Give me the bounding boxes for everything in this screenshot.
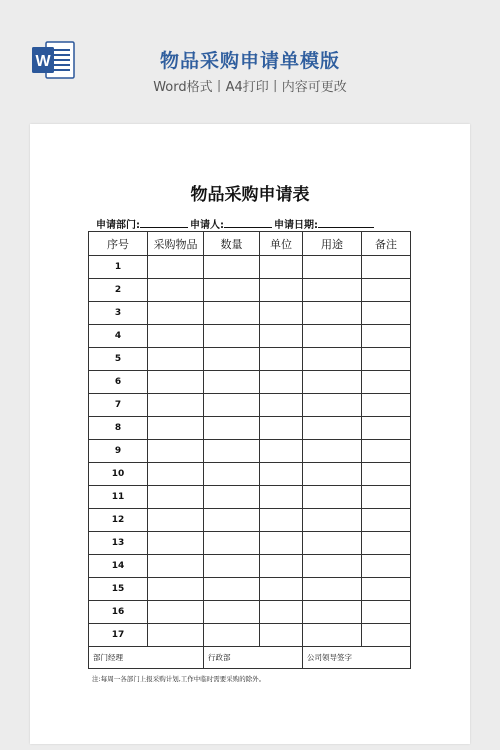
- table-cell[interactable]: [303, 486, 362, 509]
- table-cell[interactable]: [303, 509, 362, 532]
- row-number: 12: [89, 509, 148, 532]
- table-row: [89, 325, 411, 348]
- table-cell[interactable]: [362, 509, 411, 532]
- table-cell[interactable]: [148, 624, 204, 647]
- table-cell[interactable]: [260, 555, 303, 578]
- table-cell[interactable]: [260, 532, 303, 555]
- table-cell[interactable]: [148, 417, 204, 440]
- department-label: 申请部门:: [96, 220, 140, 231]
- table-row: [89, 279, 411, 302]
- table-row: [89, 302, 411, 325]
- table-cell[interactable]: [303, 440, 362, 463]
- table-cell[interactable]: [362, 371, 411, 394]
- header-title: 物品采购申请单模版: [159, 50, 340, 72]
- table-cell[interactable]: [303, 325, 362, 348]
- table-cell[interactable]: [148, 302, 204, 325]
- table-row: [89, 578, 411, 601]
- document-sheet: [30, 124, 470, 744]
- table-cell[interactable]: [204, 624, 260, 647]
- table-cell[interactable]: [303, 532, 362, 555]
- applicant-blank: [224, 218, 272, 228]
- table-cell[interactable]: [303, 256, 362, 279]
- table-cell[interactable]: [303, 371, 362, 394]
- table-row: [89, 555, 411, 578]
- table-cell[interactable]: [303, 578, 362, 601]
- table-cell[interactable]: [260, 348, 303, 371]
- header-subtitle: Word格式丨A4打印丨内容可更改: [153, 80, 347, 95]
- table-cell[interactable]: [148, 440, 204, 463]
- col-header-item: 采购物品: [148, 232, 204, 256]
- row-number: 7: [89, 394, 148, 417]
- table-cell[interactable]: [204, 371, 260, 394]
- col-header-quantity: 数量: [204, 232, 260, 256]
- table-cell[interactable]: [303, 463, 362, 486]
- table-cell[interactable]: [362, 578, 411, 601]
- table-cell[interactable]: [303, 302, 362, 325]
- table-cell[interactable]: [204, 256, 260, 279]
- table-cell[interactable]: [303, 601, 362, 624]
- table-cell[interactable]: [148, 279, 204, 302]
- col-header-remark: 备注: [362, 232, 411, 256]
- row-number: 9: [89, 440, 148, 463]
- applicant-label: 申请人:: [190, 220, 224, 231]
- table-cell[interactable]: [362, 279, 411, 302]
- table-cell[interactable]: [148, 555, 204, 578]
- table-cell[interactable]: [204, 532, 260, 555]
- signature-row: [89, 647, 411, 669]
- table-cell[interactable]: [204, 417, 260, 440]
- row-number: 3: [89, 302, 148, 325]
- table-cell[interactable]: [303, 555, 362, 578]
- table-cell[interactable]: [362, 302, 411, 325]
- table-cell[interactable]: [362, 325, 411, 348]
- meta-line: [96, 216, 376, 231]
- row-number: 5: [89, 348, 148, 371]
- col-header-number: 序号: [89, 232, 148, 256]
- table-row: [89, 486, 411, 509]
- table-cell[interactable]: [260, 578, 303, 601]
- table-cell[interactable]: [260, 601, 303, 624]
- table-cell[interactable]: [204, 440, 260, 463]
- table-row: [89, 417, 411, 440]
- purchase-table: [88, 231, 411, 669]
- table-cell[interactable]: [148, 256, 204, 279]
- admin-label: 行政部: [204, 647, 303, 669]
- table-cell[interactable]: [303, 417, 362, 440]
- row-number: 13: [89, 532, 148, 555]
- document-title: 物品采购申请表: [190, 185, 310, 205]
- date-blank: [318, 218, 374, 228]
- table-cell[interactable]: [148, 325, 204, 348]
- table-cell[interactable]: [260, 279, 303, 302]
- table-cell[interactable]: [362, 486, 411, 509]
- page-header: [0, 0, 500, 110]
- table-row: [89, 394, 411, 417]
- table-cell[interactable]: [204, 348, 260, 371]
- table-cell[interactable]: [148, 601, 204, 624]
- row-number: 10: [89, 463, 148, 486]
- table-cell[interactable]: [303, 348, 362, 371]
- table-row: [89, 509, 411, 532]
- col-header-unit: 单位: [260, 232, 303, 256]
- table-cell[interactable]: [362, 440, 411, 463]
- row-number: 4: [89, 325, 148, 348]
- table-row: [89, 348, 411, 371]
- table-cell[interactable]: [204, 509, 260, 532]
- table-cell[interactable]: [204, 279, 260, 302]
- table-cell[interactable]: [260, 486, 303, 509]
- table-cell[interactable]: [204, 302, 260, 325]
- table-cell[interactable]: [362, 555, 411, 578]
- table-cell[interactable]: [204, 394, 260, 417]
- table-row: [89, 440, 411, 463]
- table-cell[interactable]: [260, 325, 303, 348]
- table-cell[interactable]: [260, 302, 303, 325]
- table-cell[interactable]: [148, 463, 204, 486]
- table-cell[interactable]: [260, 440, 303, 463]
- table-cell[interactable]: [362, 394, 411, 417]
- word-icon-letter: W: [35, 53, 51, 70]
- table-row: [89, 601, 411, 624]
- footnote: 注:每周一各部门上报采购计划,工作中临时需要采购的除外。: [92, 675, 266, 683]
- table-cell[interactable]: [148, 578, 204, 601]
- table-cell[interactable]: [260, 394, 303, 417]
- table-cell[interactable]: [148, 532, 204, 555]
- row-number: 17: [89, 624, 148, 647]
- table-row: [89, 463, 411, 486]
- table-cell[interactable]: [260, 624, 303, 647]
- table-cell[interactable]: [362, 624, 411, 647]
- row-number: 1: [89, 256, 148, 279]
- table-cell[interactable]: [362, 348, 411, 371]
- table-cell[interactable]: [260, 371, 303, 394]
- row-number: 14: [89, 555, 148, 578]
- row-number: 11: [89, 486, 148, 509]
- row-number: 6: [89, 371, 148, 394]
- table-cell[interactable]: [204, 463, 260, 486]
- table-cell[interactable]: [148, 486, 204, 509]
- table-cell[interactable]: [204, 325, 260, 348]
- table-cell[interactable]: [303, 624, 362, 647]
- table-cell[interactable]: [148, 348, 204, 371]
- table-cell[interactable]: [303, 394, 362, 417]
- manager-label: 部门经理: [89, 647, 204, 669]
- table-row: [89, 532, 411, 555]
- table-cell[interactable]: [148, 394, 204, 417]
- table-header-row: [89, 232, 411, 256]
- table-cell[interactable]: [362, 256, 411, 279]
- table-cell[interactable]: [260, 417, 303, 440]
- table-row: [89, 371, 411, 394]
- row-number: 2: [89, 279, 148, 302]
- row-number: 8: [89, 417, 148, 440]
- table-cell[interactable]: [204, 486, 260, 509]
- table-cell[interactable]: [362, 601, 411, 624]
- table-cell[interactable]: [204, 555, 260, 578]
- table-cell[interactable]: [303, 279, 362, 302]
- table-cell[interactable]: [260, 463, 303, 486]
- department-blank: [140, 218, 188, 228]
- table-cell[interactable]: [148, 509, 204, 532]
- table-cell[interactable]: [204, 578, 260, 601]
- table-body: [89, 256, 411, 647]
- table-cell[interactable]: [362, 417, 411, 440]
- row-number: 15: [89, 578, 148, 601]
- table-row: [89, 256, 411, 279]
- date-label: 申请日期:: [274, 220, 318, 231]
- table-cell[interactable]: [148, 371, 204, 394]
- table-cell[interactable]: [260, 256, 303, 279]
- table-row: [89, 624, 411, 647]
- col-header-purpose: 用途: [303, 232, 362, 256]
- row-number: 16: [89, 601, 148, 624]
- table-cell[interactable]: [362, 532, 411, 555]
- table-cell[interactable]: [362, 463, 411, 486]
- table-cell[interactable]: [204, 601, 260, 624]
- table-cell[interactable]: [260, 509, 303, 532]
- leader-label: 公司领导签字: [303, 647, 411, 669]
